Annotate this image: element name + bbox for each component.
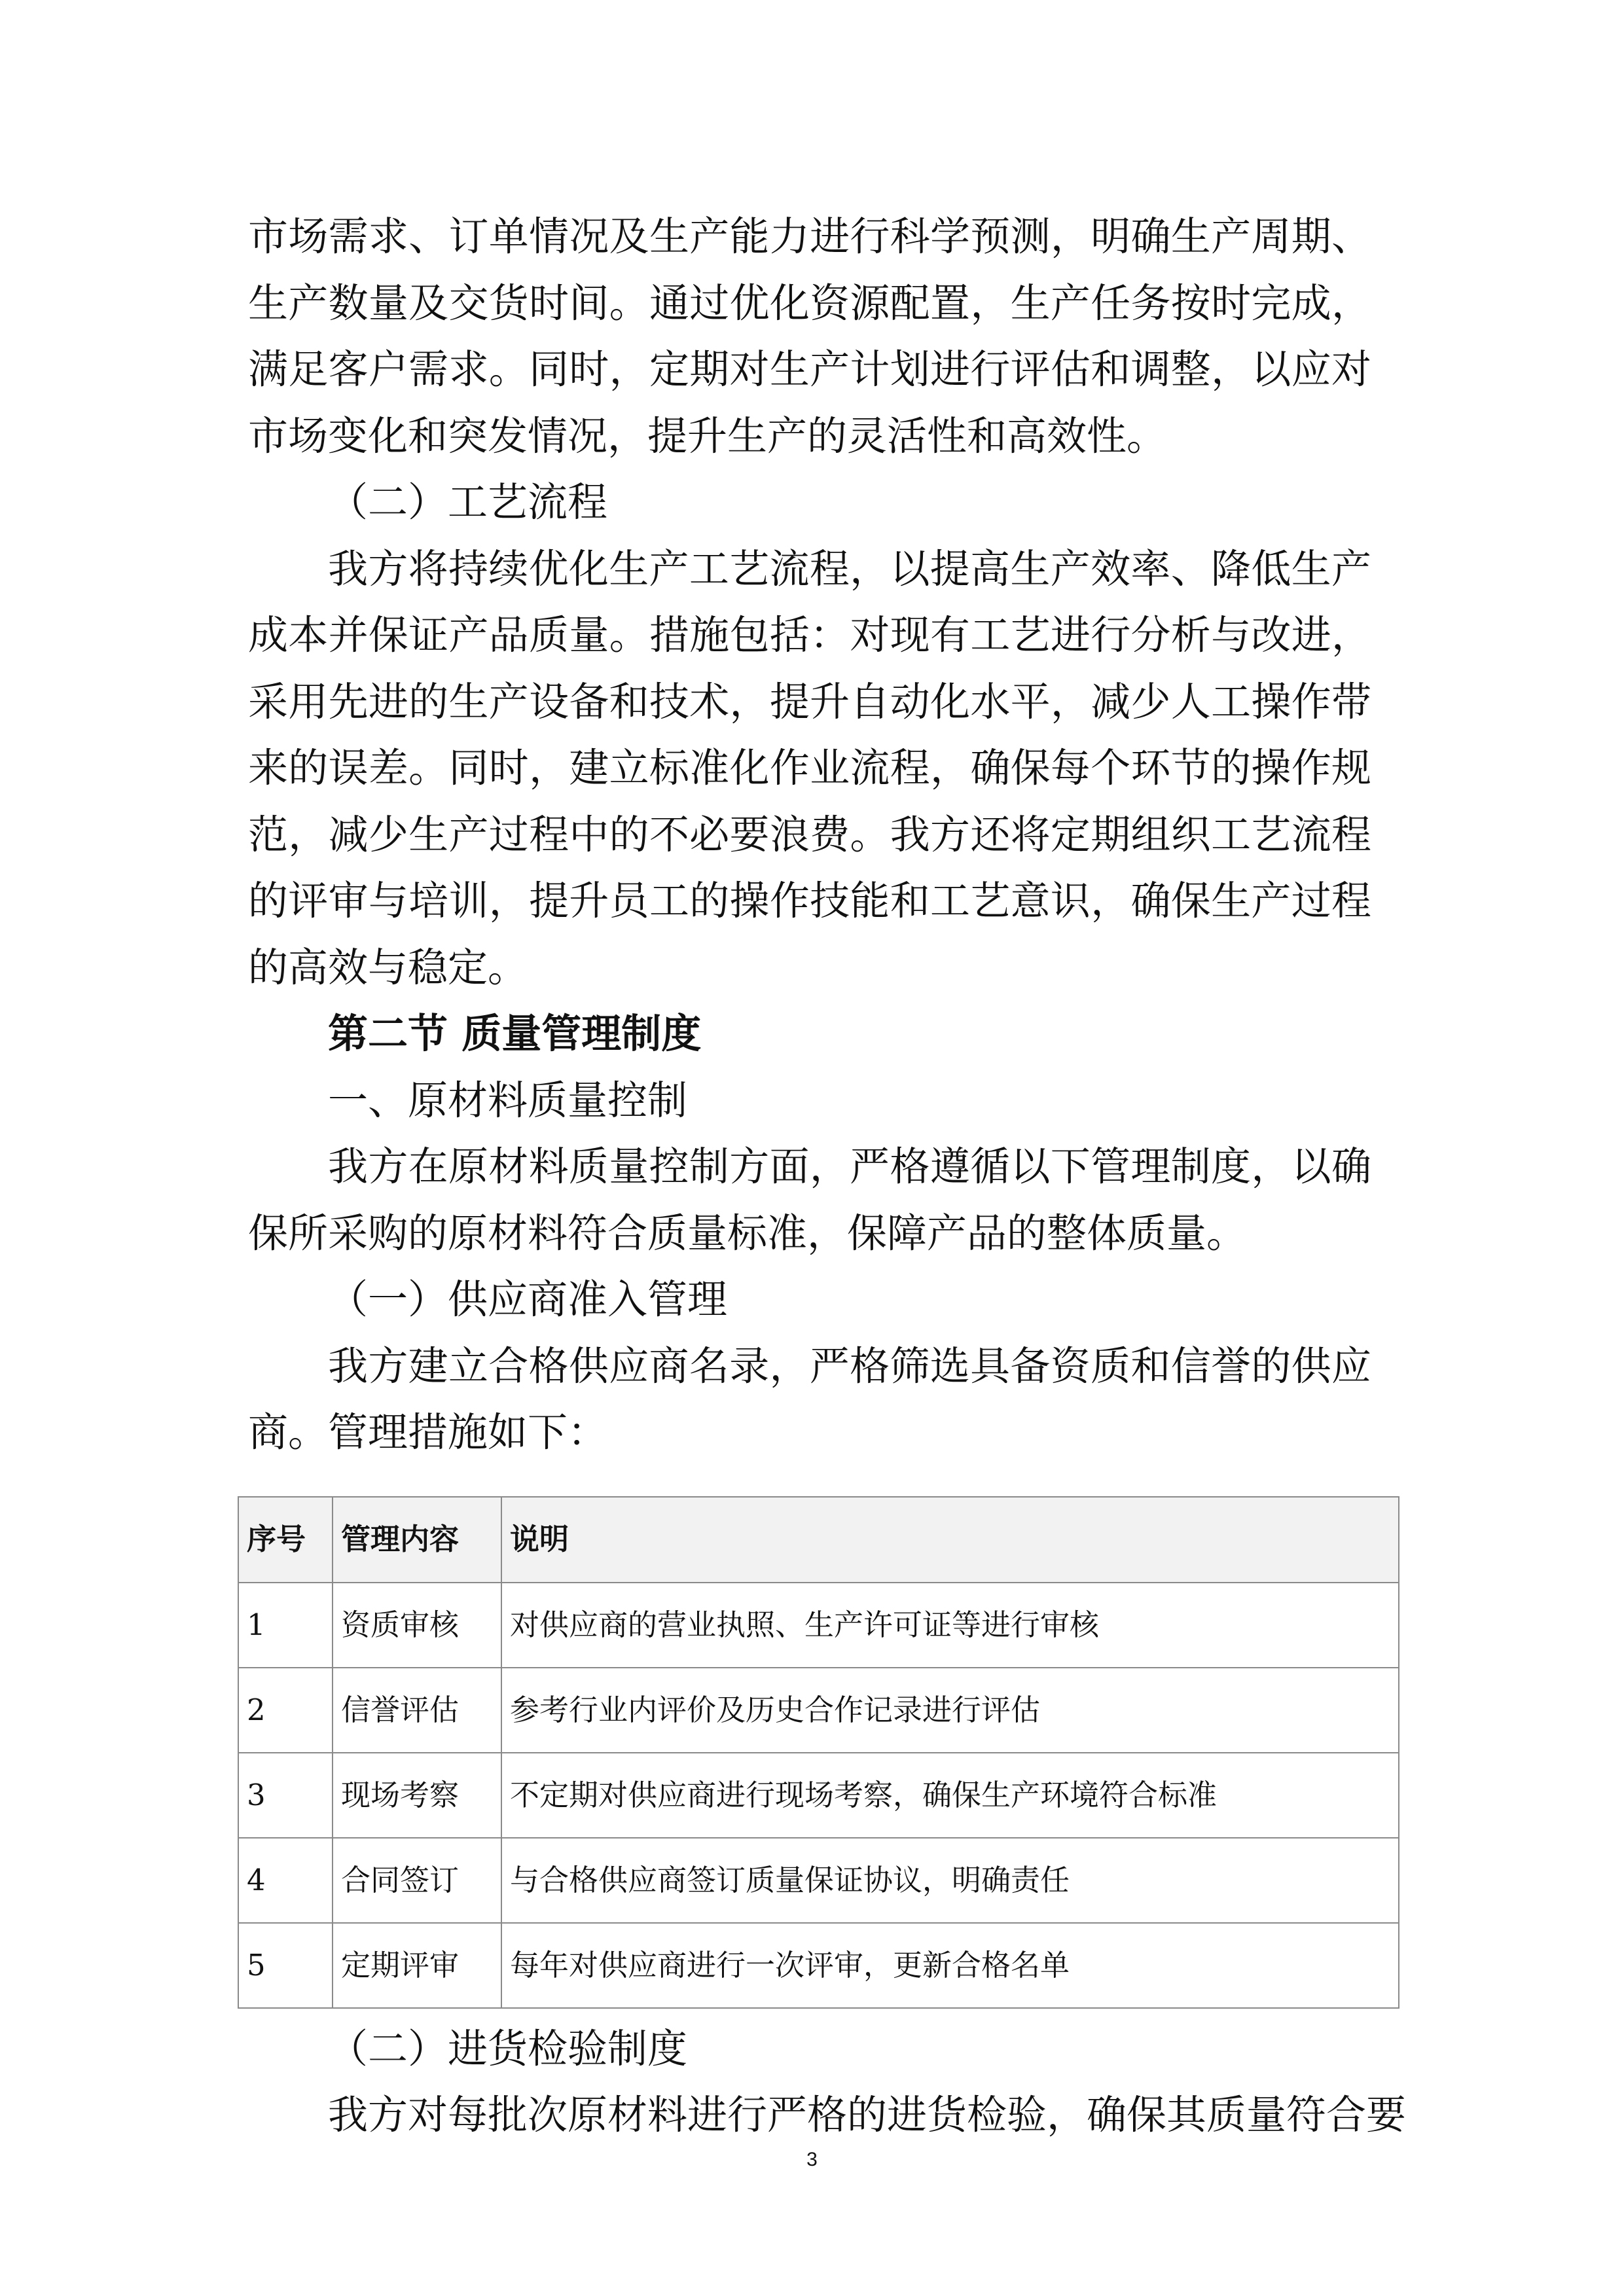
table-cell: 合同签订 [333, 1838, 501, 1923]
paragraph: 我方建立合格供应商名录，严格筛选具备资质和信誉的供应商。管理措施如下： [248, 1342, 1371, 1456]
paragraph: 市场需求、订单情况及生产能力进行科学预测，明确生产周期、生产数量及交货时间。通过优化资源配置，生产任务按时完成，满足客户需求。同时，定期对生产计划进行评估和调整，以应对市场变化和突发情况，提升生产的灵活性和高效性。 [248, 213, 1371, 459]
paragraph: 我方将持续优化生产工艺流程，以提高生产效率、降低生产成本并保证产品质量。措施包括：对现有工艺进行分析与改进，采用先进的生产设备和技术，提升自动化水平，减少人工操作带来的误差。同时，建立标准化作业流程，确保每个环节的操作规范，减少生产过程中的不必要浪费。我方还将定期组织工艺流程的评审与培训，提升员工的操作技能和工艺意识，确保生产过程的高效与稳定。 [248, 545, 1371, 991]
table-cell: 信誉评估 [333, 1668, 501, 1753]
table-row [238, 1838, 1399, 1923]
header-cell: 管理内容 [333, 1497, 501, 1583]
table-cell: 5 [238, 1923, 333, 2008]
paragraph: 我方对每批次原材料进行严格的进货检验，确保其质量符合要 [328, 2092, 1407, 2138]
table-cell: 2 [238, 1668, 333, 1753]
table-cell: 对供应商的营业执照、生产许可证等进行审核 [501, 1583, 1399, 1668]
subheading-inspection: （二）进货检验制度 [328, 2025, 688, 2072]
table-cell: 4 [238, 1838, 333, 1923]
subheading-raw-material: 一、原材料质量控制 [328, 1077, 688, 1124]
subheading-supplier: （一）供应商准入管理 [328, 1276, 728, 1323]
table-header-row [238, 1497, 1399, 1583]
supplier-management-table [238, 1496, 1399, 2009]
table-cell: 与合格供应商签订质量保证协议，明确责任 [501, 1838, 1399, 1923]
table-cell: 3 [238, 1753, 333, 1838]
table-cell: 现场考察 [333, 1753, 501, 1838]
subheading-process: （二）工艺流程 [328, 479, 608, 526]
table-cell: 每年对供应商进行一次评审，更新合格名单 [501, 1923, 1399, 2008]
table-cell: 不定期对供应商进行现场考察，确保生产环境符合标准 [501, 1753, 1399, 1838]
page-number: 3 [806, 2149, 818, 2170]
document-body [247, 204, 1407, 2149]
table-cell: 参考行业内评价及历史合作记录进行评估 [501, 1668, 1399, 1753]
table-row [238, 1753, 1399, 1838]
header-cell: 序号 [238, 1497, 333, 1583]
table-cell: 定期评审 [333, 1923, 501, 2008]
table-row [238, 1923, 1399, 2008]
table-row [238, 1583, 1399, 1668]
section-heading: 第二节 质量管理制度 [328, 1011, 702, 1057]
table-cell: 资质审核 [333, 1583, 501, 1668]
header-cell: 说明 [501, 1497, 1399, 1583]
table-row [238, 1668, 1399, 1753]
paragraph: 我方在原材料质量控制方面，严格遵循以下管理制度，以确保所采购的原材料符合质量标准，保障产品的整体质量。 [248, 1143, 1371, 1257]
table-cell: 1 [238, 1583, 333, 1668]
